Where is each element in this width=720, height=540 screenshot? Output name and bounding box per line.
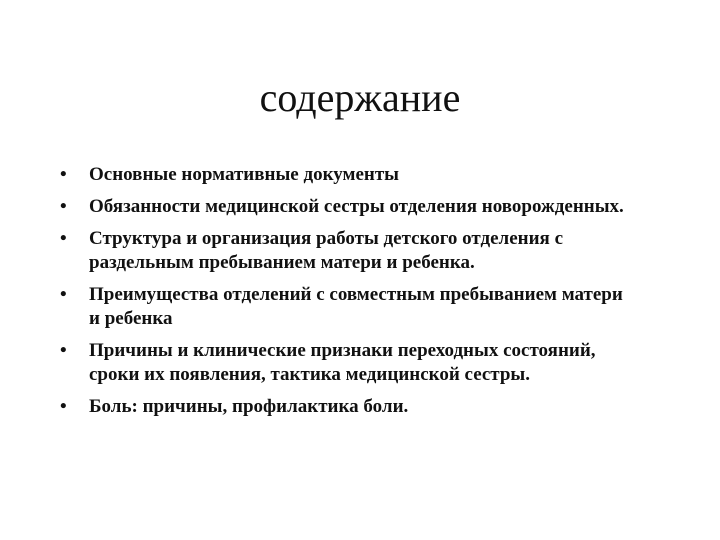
list-item [60, 195, 630, 219]
list-item-text: Структура и организация работы детского отделения с раздельным пребыванием матери и ребенка. [89, 228, 563, 273]
bullet-icon: • [60, 164, 67, 185]
list-item [60, 339, 630, 387]
list-item [60, 283, 630, 331]
bullet-icon: • [60, 196, 67, 217]
slide-title: содержание [259, 75, 461, 120]
list-item-text: Основные нормативные документы [89, 164, 399, 185]
bullet-icon: • [60, 340, 67, 361]
list-item [60, 163, 630, 187]
list-item-text: Обязанности медицинской сестры отделения новорожденных. [89, 196, 624, 217]
list-item [60, 395, 630, 419]
list-item-text: Причины и клинические признаки переходных состояний, сроки их появления, тактика медицинской сестры. [89, 340, 596, 385]
bullet-icon: • [60, 396, 67, 417]
list-item-text: Боль: причины, профилактика боли. [89, 396, 409, 417]
list-item-text: Преимущества отделений с совместным пребыванием матери и ребенка [89, 284, 623, 329]
bullet-icon: • [60, 284, 67, 305]
bullet-icon: • [60, 228, 67, 249]
bullet-list [60, 163, 630, 427]
list-item [60, 227, 630, 275]
